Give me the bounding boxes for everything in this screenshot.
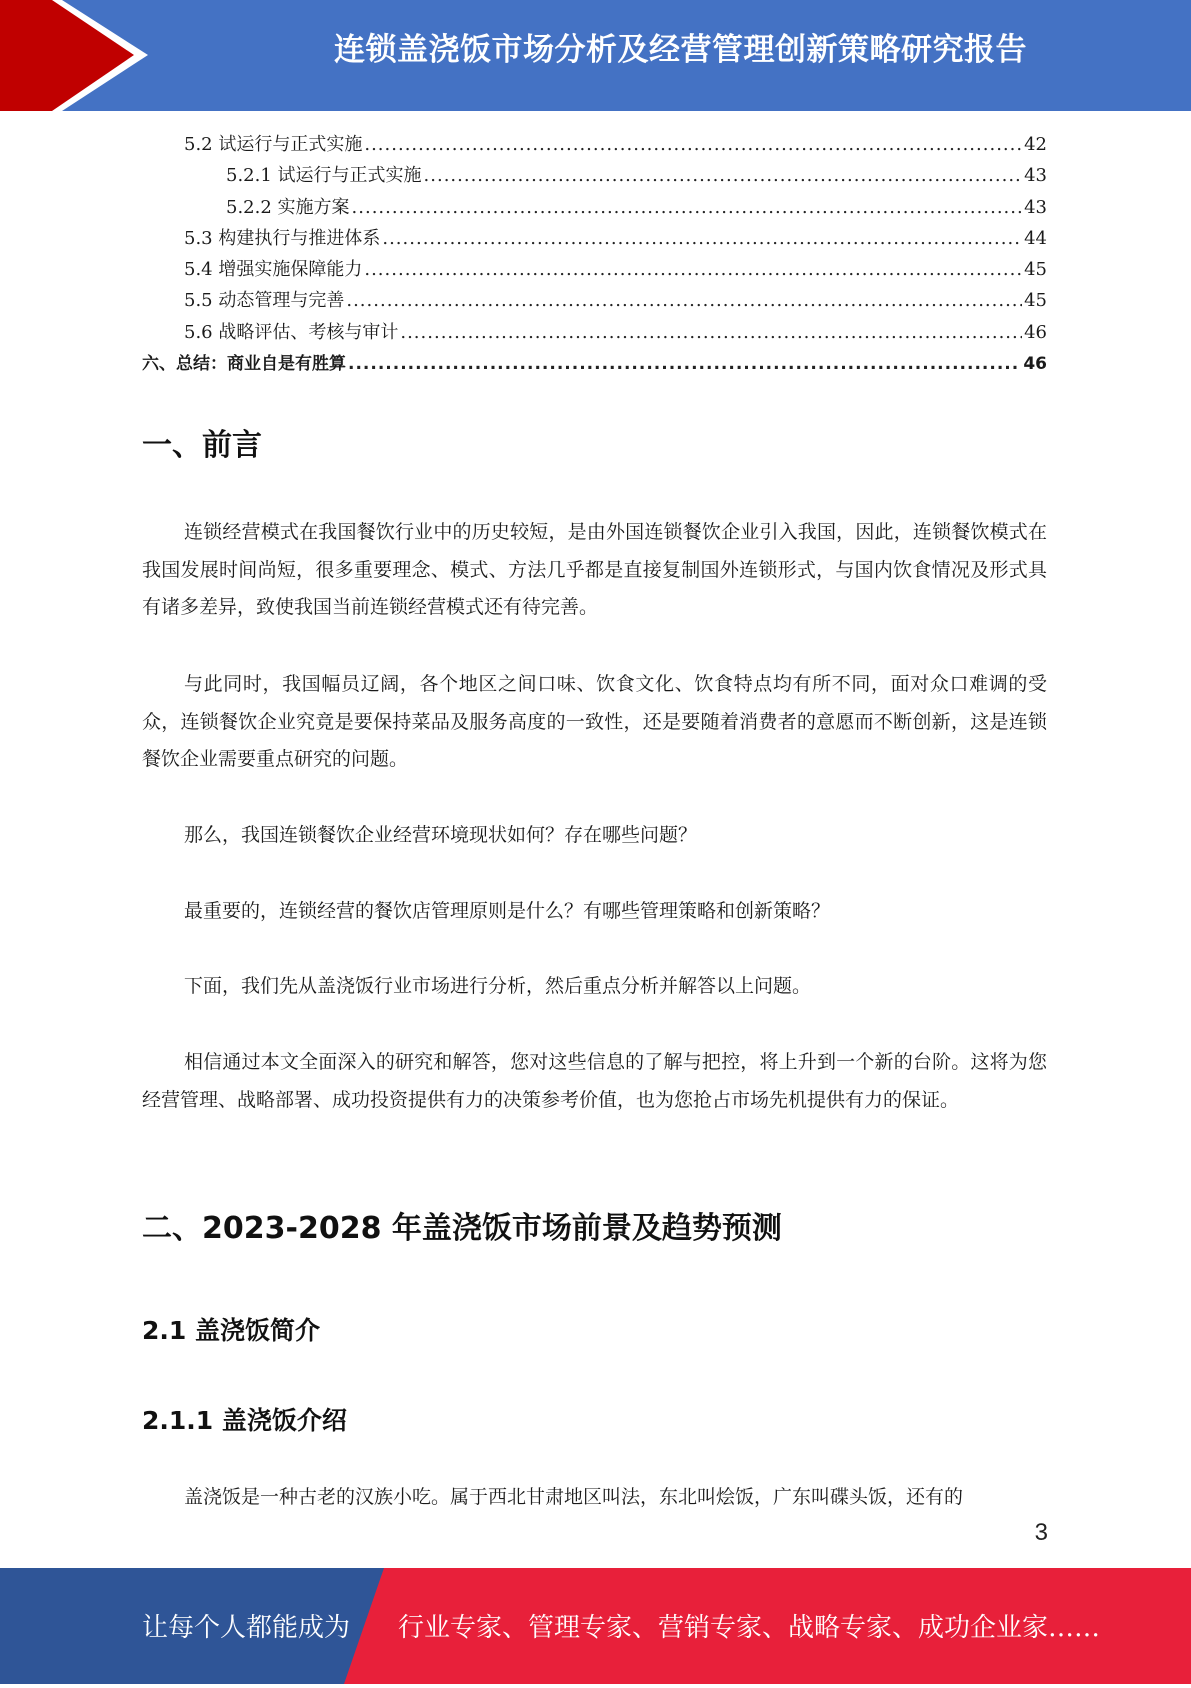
toc-entry-page: 44 bbox=[1024, 227, 1047, 249]
toc-entry-page: 43 bbox=[1024, 165, 1047, 187]
footer-slogan-left: 让每个人都能成为 bbox=[142, 1613, 351, 1643]
toc-entry-page: 45 bbox=[1024, 259, 1047, 281]
toc-leader bbox=[382, 228, 1022, 249]
toc-leader bbox=[346, 290, 1022, 311]
header-arrow-icon bbox=[0, 0, 160, 111]
toc-entry-page: 45 bbox=[1024, 290, 1047, 312]
body-paragraph: 相信通过本文全面深入的研究和解答，您对这些信息的了解与把控，将上升到一个新的台阶。这将为您经营管理、战略部署、成功投资提供有力的决策参考价值，也为您抢占市场先机提供有力的保证。 bbox=[142, 1051, 1047, 1111]
toc-leader bbox=[364, 134, 1022, 155]
toc-entry[interactable] bbox=[142, 130, 1047, 161]
toc-entry[interactable] bbox=[142, 286, 1047, 317]
toc-entry-page: 46 bbox=[1024, 321, 1047, 343]
toc-entry-page: 46 bbox=[1023, 354, 1047, 375]
footer-slogan-right: 行业专家、管理专家、营销专家、战略专家、成功企业家…… bbox=[398, 1613, 1101, 1643]
table-of-contents bbox=[142, 130, 1047, 380]
body-paragraph: 最重要的，连锁经营的餐饮店管理原则是什么？有哪些管理策略和创新策略？ bbox=[184, 900, 831, 922]
toc-entry[interactable] bbox=[142, 161, 1047, 192]
header-band bbox=[0, 0, 1191, 111]
toc-entry[interactable] bbox=[142, 224, 1047, 255]
document-title: 连锁盖浇饭市场分析及经营管理创新策略研究报告 bbox=[334, 32, 1027, 68]
toc-entry-label: 5.5 动态管理与完善 bbox=[184, 290, 345, 312]
toc-leader bbox=[400, 322, 1022, 343]
footer-band bbox=[0, 1568, 1191, 1684]
toc-entry-label: 5.2.2 实施方案 bbox=[226, 196, 350, 218]
toc-entry-label: 5.3 构建执行与推进体系 bbox=[184, 227, 381, 249]
toc-entry-label: 六、总结：商业自是有胜算 bbox=[142, 354, 346, 375]
body-paragraph: 连锁经营模式在我国餐饮行业中的历史较短，是由外国连锁餐饮企业引入我国，因此，连锁餐饮模式在我国发展时间尚短，很多重要理念、模式、方法几乎都是直接复制国外连锁形式，与国内饮食情况及形式具有诸多差异，致使我国当前连锁经营模式还有待完善。 bbox=[142, 521, 1047, 618]
toc-entry-page: 42 bbox=[1024, 134, 1047, 155]
subsection-heading: 2.1.1 盖浇饭介绍 bbox=[142, 1406, 347, 1435]
toc-leader bbox=[364, 259, 1022, 280]
toc-entry[interactable] bbox=[142, 318, 1047, 349]
body-paragraph: 盖浇饭是一种古老的汉族小吃。属于西北甘肃地区叫法，东北叫烩饭，广东叫碟头饭，还有的 bbox=[184, 1486, 964, 1508]
toc-entry-label: 5.4 增强实施保障能力 bbox=[184, 259, 363, 281]
toc-leader bbox=[348, 354, 1021, 374]
toc-entry-page: 43 bbox=[1024, 196, 1047, 218]
subsection-heading: 2.1 盖浇饭简介 bbox=[142, 1316, 320, 1345]
toc-entry-label: 5.2 试运行与正式实施 bbox=[184, 134, 363, 155]
toc-entry[interactable] bbox=[142, 255, 1047, 286]
section-heading-forecast: 二、2023-2028 年盖浇饭市场前景及趋势预测 bbox=[142, 1211, 782, 1246]
body-paragraph: 下面，我们先从盖浇饭行业市场进行分析，然后重点分析并解答以上问题。 bbox=[184, 975, 812, 997]
toc-leader bbox=[424, 165, 1023, 186]
toc-leader bbox=[352, 197, 1023, 218]
toc-entry[interactable] bbox=[142, 193, 1047, 224]
section-heading-preface: 一、前言 bbox=[142, 428, 262, 463]
toc-entry-label: 5.6 战略评估、考核与审计 bbox=[184, 321, 399, 343]
toc-entry-chapter[interactable] bbox=[142, 349, 1047, 380]
body-paragraph: 那么，我国连锁餐饮企业经营环境现状如何？存在哪些问题？ bbox=[184, 824, 698, 846]
body-paragraph: 与此同时，我国幅员辽阔，各个地区之间口味、饮食文化、饮食特点均有所不同，面对众口难调的受众，连锁餐饮企业究竟是要保持菜品及服务高度的一致性，还是要随着消费者的意愿而不断创新，这是连锁餐饮企业需要重点研究的问题。 bbox=[142, 673, 1047, 770]
page-number: 3 bbox=[1034, 1519, 1048, 1546]
toc-entry-label: 5.2.1 试运行与正式实施 bbox=[226, 165, 422, 187]
